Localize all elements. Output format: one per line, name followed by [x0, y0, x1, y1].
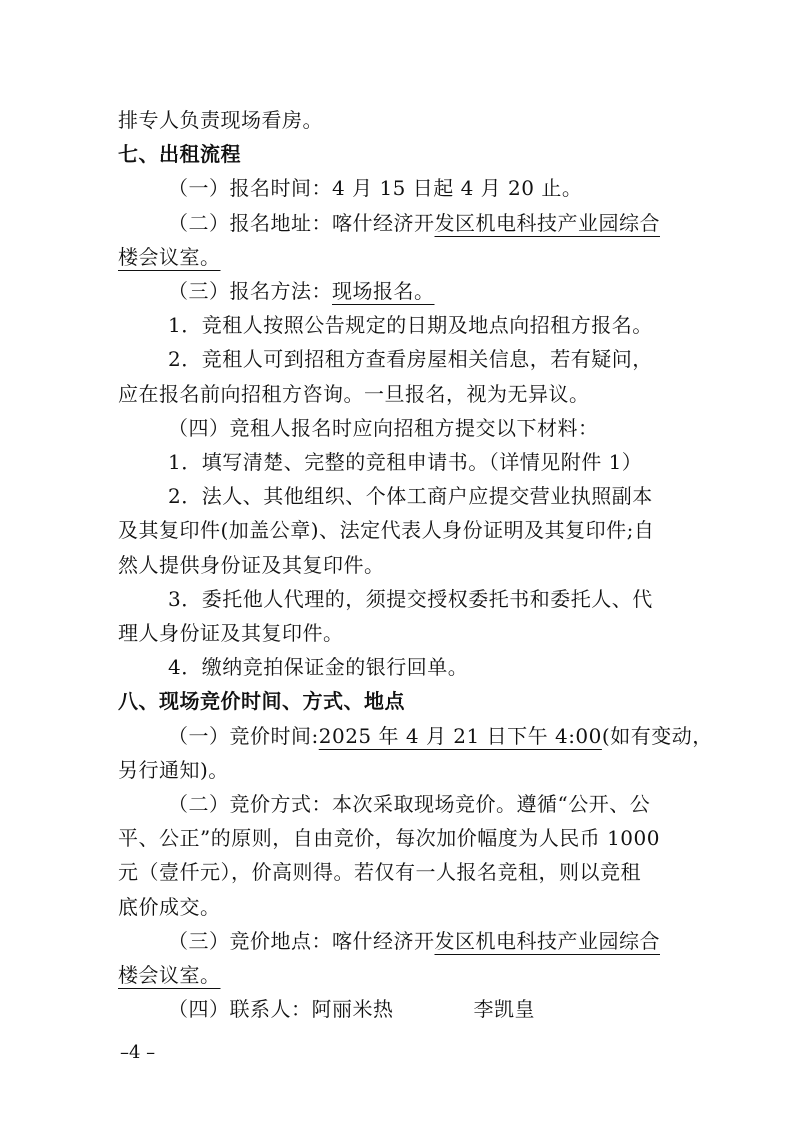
- text-line: [0, 615, 793, 651]
- text-segment: 理人身份证及其复印件。: [118, 621, 344, 645]
- text-segment: （四）联系人：阿丽米热: [168, 997, 394, 1021]
- text-line: [0, 752, 793, 788]
- underlined-text: 发区机电科技产业园综合: [434, 929, 660, 953]
- page-number: –4 –: [120, 1042, 156, 1063]
- text-segment: 及其复印件(加盖公章)、法定代表人身份证明及其复印件;自: [118, 518, 655, 542]
- text-segment: 平、公正”的原则，自由竞价，每次加价幅度为人民币 1000: [118, 826, 660, 850]
- text-line: [0, 786, 793, 822]
- text-line: [0, 170, 793, 206]
- text-line: [0, 410, 793, 446]
- text-segment: 2．法人、其他组织、个体工商户应提交营业执照副本: [168, 484, 653, 508]
- text-line: [0, 820, 793, 856]
- text-line: [0, 102, 793, 138]
- underlined-text: 现场报名。: [332, 279, 435, 303]
- text-line: [0, 478, 793, 514]
- text-line: [0, 444, 793, 480]
- text-line: [0, 547, 793, 583]
- text-segment: （二）竞价方式：本次采取现场竞价。遵循“公开、公: [168, 792, 651, 816]
- text-segment: （三）报名方法：: [168, 279, 332, 303]
- text-line: [0, 718, 793, 754]
- text-segment: 李凯皇: [473, 997, 535, 1021]
- underlined-text: 2025 年 4 月 21 日下午 4:00: [318, 724, 602, 748]
- text-line: [0, 957, 793, 993]
- text-segment: （三）竞价地点：喀什经济开: [168, 929, 435, 953]
- section-heading: [0, 683, 793, 719]
- text-line: [0, 854, 793, 890]
- text-segment: 八、现场竞价时间、方式、地点: [118, 689, 405, 713]
- text-line: [0, 923, 793, 959]
- text-line: [0, 649, 793, 685]
- text-line: [0, 239, 793, 275]
- text-line: [0, 273, 793, 309]
- text-line: [0, 376, 793, 412]
- text-segment: 3．委托他人代理的，须提交授权委托书和委托人、代: [168, 587, 653, 611]
- underlined-text: 发区机电科技产业园综合: [434, 211, 660, 235]
- text-segment: 然人提供身份证及其复印件。: [118, 553, 385, 577]
- text-segment: （一）竞价时间:: [168, 724, 319, 748]
- text-segment: 排专人负责现场看房。: [118, 108, 323, 132]
- text-segment: （二）报名地址：喀什经济开: [168, 211, 435, 235]
- text-segment: 1．填写清楚、完整的竞租申请书。（详情见附件 1）: [168, 450, 643, 474]
- text-segment: 1．竞租人按照公告规定的日期及地点向招租方报名。: [168, 313, 653, 337]
- text-segment: (如有变动，: [601, 724, 713, 748]
- text-line: [0, 205, 793, 241]
- text-line: [0, 581, 793, 617]
- text-line: [0, 307, 793, 343]
- text-line: [0, 889, 793, 925]
- text-segment: 另行通知)。: [118, 758, 229, 782]
- text-segment: 2．竞租人可到招租方查看房屋相关信息，若有疑问，: [168, 347, 653, 371]
- text-segment: 4．缴纳竞拍保证金的银行回单。: [168, 655, 469, 679]
- text-segment: （四）竞租人报名时应向招租方提交以下材料：: [168, 416, 599, 440]
- section-heading: [0, 136, 793, 172]
- text-segment: 元（壹仟元），价高则得。若仅有一人报名竞租，则以竞租: [118, 860, 641, 884]
- text-line: [0, 512, 793, 548]
- text-line: [0, 341, 793, 377]
- text-segment: 应在报名前向招租方咨询。一旦报名，视为无异议。: [118, 382, 590, 406]
- text-segment: 七、出租流程: [118, 142, 241, 166]
- text-line: [0, 991, 793, 1027]
- underlined-text: 楼会议室。: [118, 245, 221, 269]
- text-segment: 底价成交。: [118, 895, 221, 919]
- underlined-text: 楼会议室。: [118, 963, 221, 987]
- text-segment: （一）报名时间：4 月 15 日起 4 月 20 止。: [168, 176, 583, 200]
